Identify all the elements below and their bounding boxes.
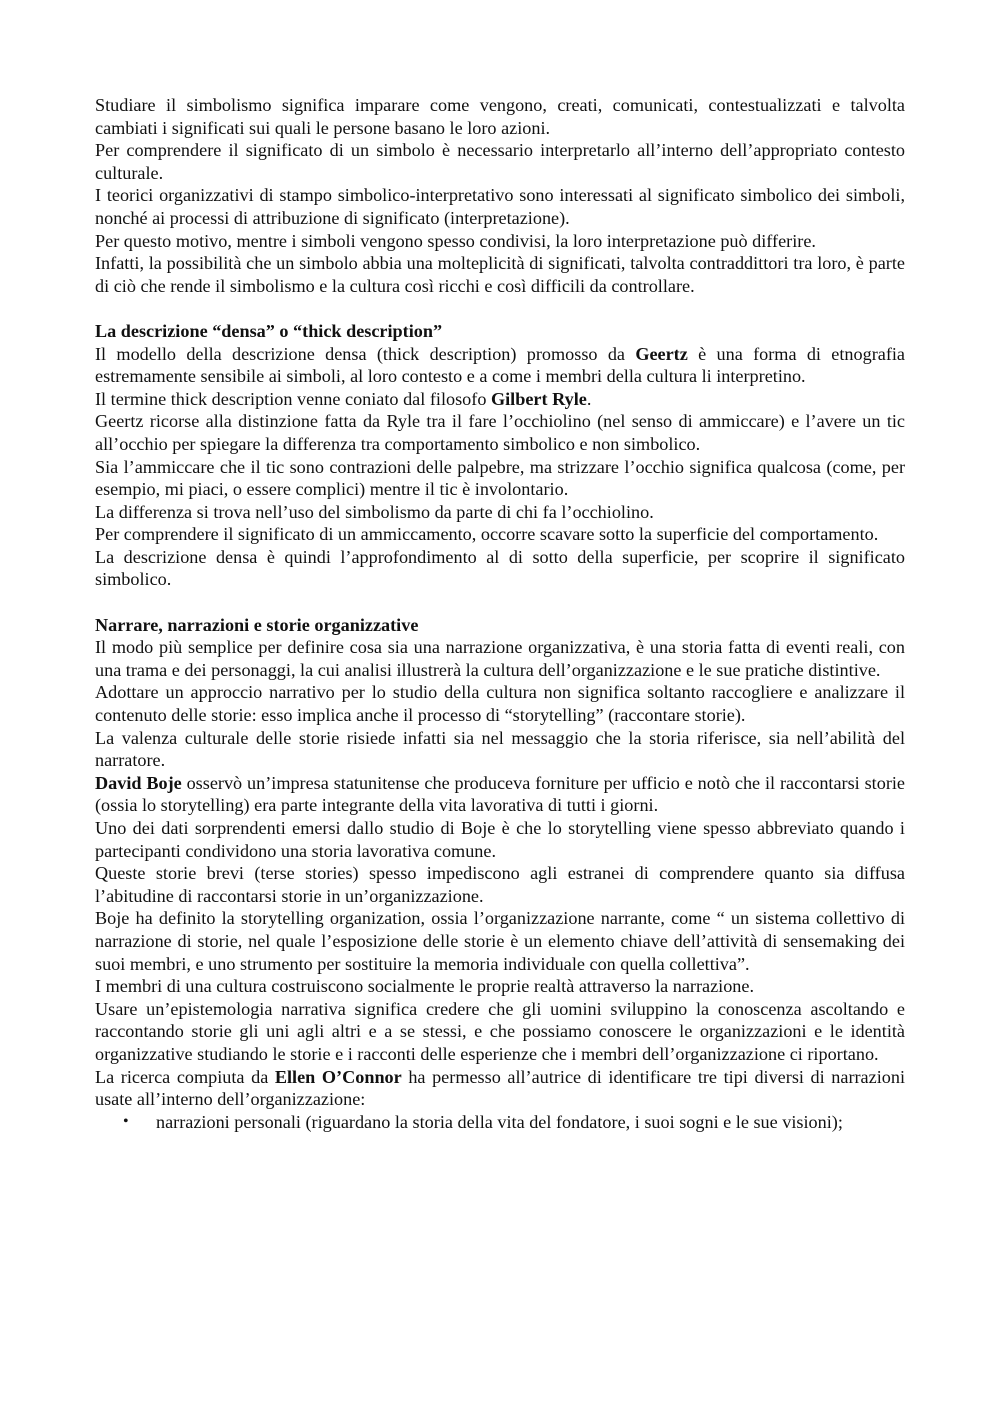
author-name-boje: David Boje <box>95 772 182 793</box>
document-page <box>95 94 905 1133</box>
intro-paragraph-3: I teorici organizzativi di stampo simbolico-interpretativo sono interessati al significato simbolico dei simboli, nonché ai processi di attribuzione di significato (interpretazione). <box>95 185 905 228</box>
author-name-geertz: Geertz <box>635 343 688 364</box>
section2-paragraph-2: Adottare un approccio narrativo per lo studio della cultura non significa soltanto raccogliere e analizzare il contenuto delle storie: esso implica anche il processo di “storytelling” (raccontare storie). <box>95 682 905 726</box>
section1-paragraph-1 <box>95 343 905 388</box>
section-heading-thick-description: La descrizione “densa” o “thick description” <box>95 320 443 341</box>
intro-paragraph-1: Studiare il simbolismo significa imparare come vengono, creati, comunicati, contestualizzati e talvolta cambiati i significati sui quali le persone basano le loro azioni. <box>95 95 905 138</box>
author-name-oconnor: Ellen O’Connor <box>274 1066 402 1087</box>
section1-paragraph-2 <box>95 388 905 411</box>
section1-paragraph-5: La differenza si trova nell’uso del simbolismo da parte di chi fa l’occhiolino. <box>95 501 654 522</box>
text-run: La ricerca compiuta da <box>95 1066 275 1087</box>
section2-paragraph-8: I membri di una cultura costruiscono socialmente le proprie realtà attraverso la narrazione. <box>95 976 755 997</box>
section1-paragraph-7: La descrizione densa è quindi l’approfondimento al di sotto della superficie, per scoprire il significato simbolico. <box>95 546 905 590</box>
section2-paragraph-5: Uno dei dati sorprendenti emersi dallo studio di Boje è che lo storytelling viene spesso abbreviato quando i partecipanti condividono una storia lavorativa comune. <box>95 818 905 861</box>
section-spacer <box>95 297 905 320</box>
text-run: è una forma di etnografia estremamente sensibile ai simboli, al loro contesto e a come i membri della cultura li interpretino. <box>95 343 906 387</box>
text-run: Il termine thick description venne coniato dal filosofo <box>95 388 491 409</box>
narrative-types-list <box>95 1111 905 1134</box>
section2-paragraph-4 <box>95 772 905 817</box>
section1-paragraph-6: Per comprendere il significato di un ammiccamento, occorre scavare sotto la superficie del comportamento. <box>95 524 879 545</box>
section1-paragraph-3: Geertz ricorse alla distinzione fatta da Ryle tra il fare l’occhiolino (nel senso di ammiccare) e l’avere un tic all’occhio per spiegare la differenza tra comportamento simbolico e non simbolico. <box>95 411 905 454</box>
list-item <box>95 1111 905 1134</box>
author-name-ryle: Gilbert Ryle <box>490 388 587 409</box>
section2-paragraph-9: Usare un’epistemologia narrativa significa credere che gli uomini sviluppino la conoscenza ascoltando e raccontando storie gli uni agli altri e a se stessi, e che possiamo conoscere le organizzazioni e le identità organizzative studiando le storie e i racconti delle esperienze che i membri dell’organizzazione ci riportano. <box>95 998 905 1064</box>
text-run: ha permesso all’autrice di identificare tre tipi diversi di narrazioni usate all’interno dell’organizzazione: <box>95 1066 905 1110</box>
section2-paragraph-7: Boje ha definito la storytelling organization, ossia l’organizzazione narrante, come “ un sistema collettivo di narrazione di storie, nel quale l’esposizione delle storie è un elemento chiave dell’attività di sensemaking dei suoi membri, e uno strumento per sostituire la memoria individuale con quella collettiva”. <box>95 908 905 974</box>
text-run: Il modello della descrizione densa (thick description) promosso da <box>95 343 636 364</box>
text-run: osservò un’impresa statunitense che produceva forniture per ufficio e notò che il raccontarsi storie (ossia lo storytelling) era parte integrante della vita lavorativa di tutti i giorni. <box>95 772 906 816</box>
section2-paragraph-3: La valenza culturale delle storie risiede infatti sia nel messaggio che la storia riferisce, sia nell’abilità del narratore. <box>95 727 905 771</box>
section-spacer <box>95 591 905 614</box>
intro-paragraph-2: Per comprendere il significato di un simbolo è necessario interpretarlo all’interno dell’appropriato contesto culturale. <box>95 140 905 183</box>
section2-paragraph-1: Il modo più semplice per definire cosa sia una narrazione organizzativa, è una storia fatta di eventi reali, con una trama e dei personaggi, la cui analisi illustrerà la cultura dell’organizzazione e le sue pratiche distintive. <box>95 637 905 680</box>
text-run: . <box>586 388 592 409</box>
bullet-icon: • <box>123 1112 129 1130</box>
section2-paragraph-6: Queste storie brevi (terse stories) spesso impediscono agli estranei di comprendere quanto sia diffusa l’abitudine di raccontarsi storie in un’organizzazione. <box>95 863 905 906</box>
list-item-text: narrazioni personali (riguardano la storia della vita del fondatore, i suoi sogni e le sue visioni); <box>156 1111 843 1132</box>
intro-paragraph-4: Per questo motivo, mentre i simboli vengono spesso condivisi, la loro interpretazione può differire. <box>95 230 816 251</box>
section-heading-narratives: Narrare, narrazioni e storie organizzative <box>95 614 419 635</box>
intro-paragraph-5: Infatti, la possibilità che un simbolo abbia una molteplicità di significati, talvolta contraddittori tra loro, è parte di ciò che rende il simbolismo e la cultura così ricchi e così difficili da controllare. <box>95 253 905 296</box>
section2-paragraph-10 <box>95 1066 905 1111</box>
section1-paragraph-4: Sia l’ammiccare che il tic sono contrazioni delle palpebre, ma strizzare l’occhio significa qualcosa (come, per esempio, mi piaci, o essere complici) mentre il tic è involontario. <box>95 456 905 500</box>
